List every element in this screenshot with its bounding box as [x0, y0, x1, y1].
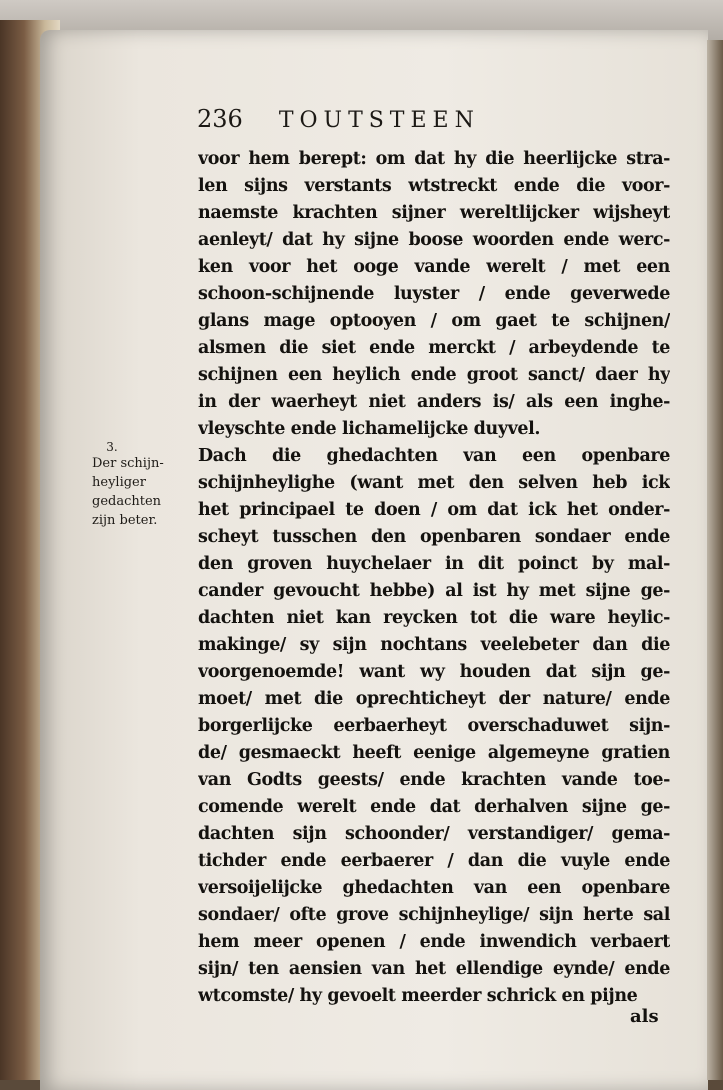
running-head — [197, 105, 657, 135]
text-line: glans mage optooyen / om gaet te schijnen/ — [198, 311, 670, 331]
text-line: van Godts geests/ ende krachten vande toe- — [198, 770, 670, 790]
marginal-note-line: Der schijn- — [92, 456, 164, 471]
marginal-note-line: heyliger — [92, 475, 146, 490]
text-line: schijnen een heylich ende groot sanct/ daer hy — [198, 365, 670, 385]
text-line: schoon-schijnende luyster / ende geverwede — [198, 284, 670, 304]
book-fore-edge — [707, 40, 723, 1080]
catchword: als — [630, 1006, 659, 1027]
body-text — [198, 146, 670, 1010]
text-line: borgerlijcke eerbaerheyt overschaduwet sijn- — [198, 716, 670, 736]
text-line: in der waerheyt niet anders is/ als een inghe- — [198, 392, 670, 412]
marginal-note — [92, 440, 192, 530]
text-line: alsmen die siet ende merckt / arbeydende te — [198, 338, 670, 358]
marginal-note-line: zijn beter. — [92, 513, 158, 528]
text-line: makinge/ sy sijn nochtans veelebeter dan die — [198, 635, 670, 655]
text-line: dachten niet kan reycken tot die ware heylic- — [198, 608, 670, 628]
text-line: comende werelt ende dat derhalven sijne ge- — [198, 797, 670, 817]
text-line: aenleyt/ dat hy sijne boose woorden ende werc- — [198, 230, 670, 250]
text-line: vleyschte ende lichamelijcke duyvel. — [198, 419, 541, 439]
marginal-note-number: 3. — [106, 440, 118, 454]
text-line: hem meer openen / ende inwendich verbaert — [198, 932, 670, 952]
text-line: cander gevoucht hebbe) al ist hy met sijne ge- — [198, 581, 670, 601]
text-line: de/ gesmaeckt heeft eenige algemeyne gratien — [198, 743, 670, 763]
text-line: den groven huychelaer in dit poinct by mal- — [198, 554, 670, 574]
text-line: Dach die ghedachten van een openbare — [198, 446, 670, 466]
text-line: ken voor het ooge vande werelt / met een — [198, 257, 670, 277]
text-line: sijn/ ten aensien van het ellendige eynde/ ende — [198, 959, 670, 979]
marginal-note-line: gedachten — [92, 494, 162, 509]
text-line: dachten sijn schoonder/ verstandiger/ gema- — [198, 824, 670, 844]
text-line: len sijns verstants wtstreckt ende die voor- — [198, 176, 670, 196]
text-line: voorgenoemde! want wy houden dat sijn ge- — [198, 662, 670, 682]
text-line: voor hem berept: om dat hy die heerlijcke stra- — [198, 149, 670, 169]
text-line: versoijelijcke ghedachten van een openbare — [198, 878, 670, 898]
text-line: naemste krachten sijner wereltlijcker wijsheyt — [198, 203, 670, 223]
text-line: het principael te doen / om dat ick het onder- — [198, 500, 670, 520]
text-line: moet/ met die oprechticheyt der nature/ ende — [198, 689, 670, 709]
page-number: 236 — [197, 105, 243, 133]
text-line: scheyt tusschen den openbaren sondaer ende — [198, 527, 670, 547]
text-line: schijnheylighe (want met den selven heb ick — [198, 473, 670, 493]
running-title: TOUTSTEEN — [278, 108, 480, 133]
text-line: wtcomste/ hy gevoelt meerder schrick en pijne — [198, 986, 638, 1006]
text-line: tichder ende eerbaerer / dan die vuyle ende — [198, 851, 670, 871]
text-line: sondaer/ ofte grove schijnheylige/ sijn herte sal — [198, 905, 670, 925]
